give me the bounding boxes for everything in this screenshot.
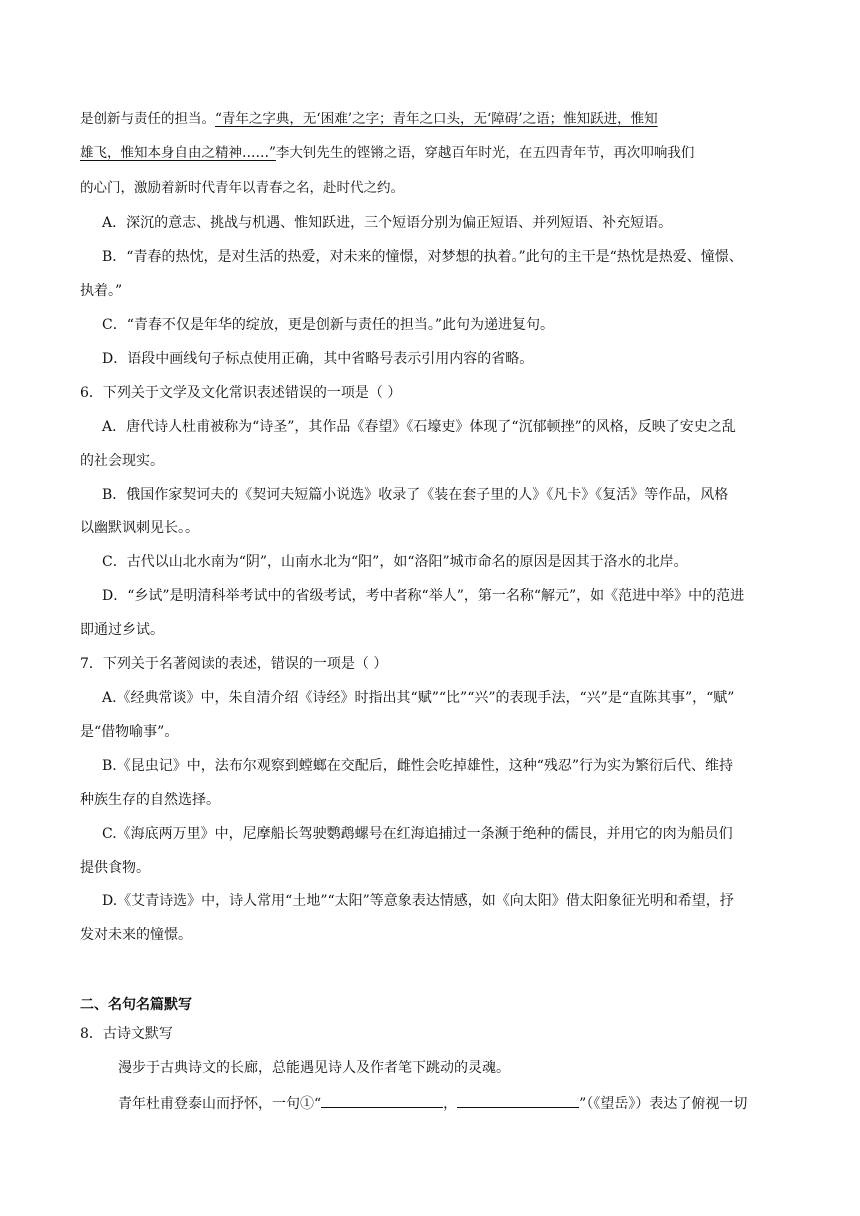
passage-line-3: 的心门，激励着新时代青年以青春之名，赴时代之约。 bbox=[80, 180, 404, 196]
passage-line-2 bbox=[80, 143, 694, 163]
q6-option-d-cont: 即通过乡试。 bbox=[80, 622, 164, 638]
q6-option-a: A．唐代诗人杜甫被称为“诗圣”，其作品《春望》《石壕吏》体现了“沉郁顿挫”的风格，反映了安史之乱 bbox=[102, 419, 736, 435]
q7-option-c: C.《海底两万里》中，尼摩船长驾驶鹦鹉螺号在红海追捕过一条濒于绝种的儒艮，并用它的肉为船员们 bbox=[102, 826, 733, 842]
answer-blank-2[interactable] bbox=[457, 1092, 579, 1108]
passage-text: 李大钊先生的铿锵之语，穿越百年时光，在五四青年节，再次叩响我们 bbox=[275, 145, 695, 161]
question-6-stem: 6．下列关于文学及文化常识表述错误的一项是（ ） bbox=[80, 385, 402, 401]
q6-option-b: B．俄国作家契诃夫的《契诃夫短篇小说选》收录了《装在套子里的人》《凡卡》《复活》等作品，风格 bbox=[102, 487, 729, 503]
q7-option-b-cont: 种族生存的自然选择。 bbox=[80, 792, 220, 808]
q6-option-a-cont: 的社会现实。 bbox=[80, 453, 164, 469]
passage-line-1 bbox=[80, 109, 658, 129]
q7-option-c-cont: 提供食物。 bbox=[80, 860, 150, 876]
q7-option-d-cont: 发对未来的憧憬。 bbox=[80, 927, 192, 943]
q5-option-d: D．语段中画线句子标点使用正确，其中省略号表示引用内容的省略。 bbox=[102, 351, 534, 367]
q6-option-c: C．古代以山北水南为“阴”，山南水北为“阳”，如“洛阳”城市命名的原因是因其于洛水的北岸。 bbox=[102, 554, 688, 570]
q7-option-b: B.《昆虫记》中，法布尔观察到螳螂在交配后，雌性会吃掉雄性，这种“残忍”行为实为繁衍后代、维持 bbox=[102, 758, 734, 774]
q7-option-d: D.《艾青诗选》中，诗人常用“土地”“太阳”等意象表达情感，如《向太阳》借太阳象征光明和希望，抒 bbox=[102, 893, 734, 909]
q5-option-a: A．深沉的意志、挑战与机遇、惟知跃进，三个短语分别为偏正短语、并列短语、补充短语。 bbox=[102, 215, 673, 231]
paragraph-text: ， bbox=[443, 1096, 458, 1112]
q6-option-b-cont: 以幽默讽刺见长。。 bbox=[80, 520, 199, 536]
q6-option-d: D．“乡试”是明清科举考试中的省级考试，考中者称“举人”，第一名称“解元”，如《范进中举》中的范进 bbox=[102, 588, 745, 604]
passage-text: 是创新与责任的担当。 bbox=[80, 111, 215, 127]
q5-option-c: C．“青春不仅是年华的绽放，更是创新与责任的担当。”此句为递进复句。 bbox=[102, 317, 555, 333]
question-7-stem: 7．下列关于名著阅读的表述，错误的一项是（ ） bbox=[80, 656, 388, 672]
answer-blank-1[interactable] bbox=[321, 1092, 443, 1108]
section-heading: 二、名句名篇默写 bbox=[80, 997, 192, 1013]
paragraph-text: ”（《望岳》）表达了俯视一切 bbox=[579, 1096, 748, 1112]
underlined-quote: 雄飞，惟知本身自由之精神……” bbox=[80, 145, 276, 161]
question-8-stem: 8．古诗文默写 bbox=[80, 1026, 173, 1042]
q7-option-a-cont: 是“借物喻事”。 bbox=[80, 724, 179, 740]
paragraph-text: 青年杜甫登泰山而抒怀，一句①“ bbox=[118, 1096, 322, 1112]
q5-option-b-cont: 执着。” bbox=[80, 283, 123, 299]
underlined-quote: “青年之字典，无‘困难’之字；青年之口头，无‘障碍’之语；惟知跃进，惟知 bbox=[215, 111, 658, 127]
q7-option-a: A.《经典常谈》中，朱自清介绍《诗经》时指出其“赋”“比”“兴”的表现手法，“兴”是“直陈其事”，“赋” bbox=[102, 690, 735, 706]
section2-paragraph-1: 漫步于古典诗文的长廊，总能遇见诗人及作者笔下跳动的灵魂。 bbox=[118, 1060, 510, 1076]
q5-option-b: B．“青春的热忱，是对生活的热爱，对未来的憧憬，对梦想的执着。”此句的主干是“热忱是热爱、憧憬、 bbox=[102, 249, 743, 265]
section2-paragraph-2 bbox=[118, 1092, 747, 1114]
